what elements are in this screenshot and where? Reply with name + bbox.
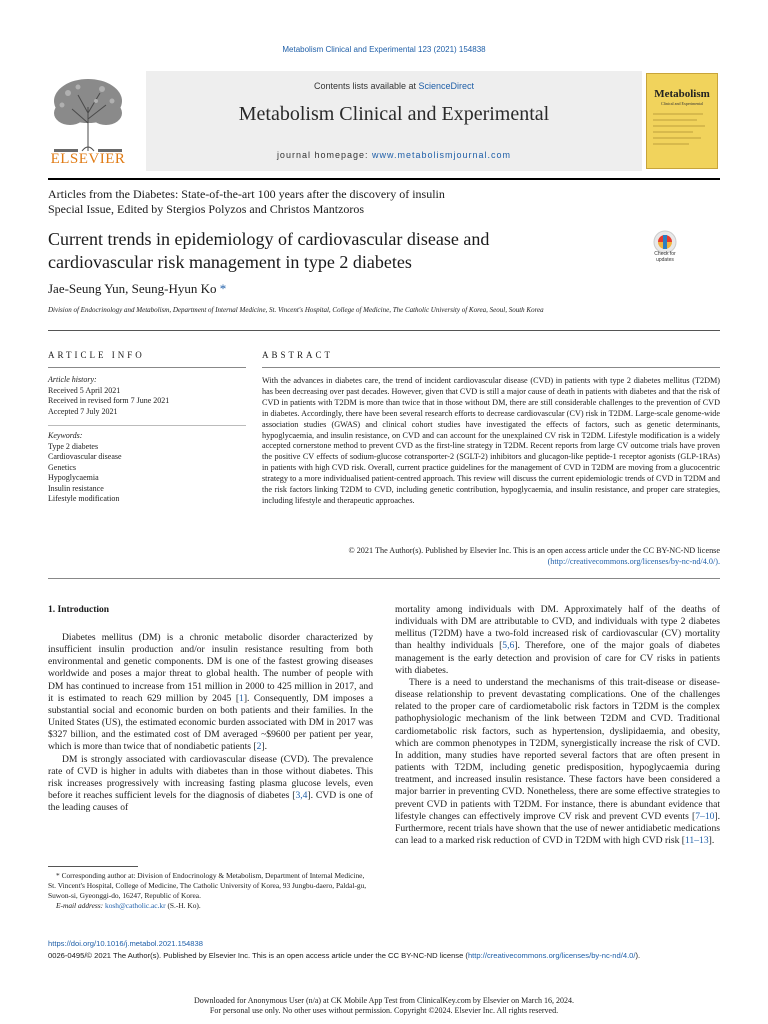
journal-masthead bbox=[146, 71, 642, 171]
contents-prefix: Contents lists available at bbox=[313, 81, 419, 91]
citation-link[interactable]: 2 bbox=[256, 741, 262, 753]
download-line: Downloaded for Anonymous User (n/a) at CK Mobile App Test from ClinicalKey.com by Elsevier on March 16, 2024. bbox=[193, 996, 575, 1005]
title-line: Current trends in epidemiology of cardiovascular disease and bbox=[48, 229, 490, 249]
corresponding-author-mark[interactable]: * bbox=[219, 281, 227, 296]
sciencedirect-link[interactable]: ScienceDirect bbox=[418, 81, 475, 91]
license-text: © 2021 The Author(s). Published by Elsevier Inc. This is an open access article under the CC BY-NC-ND license bbox=[348, 546, 720, 555]
journal-reference[interactable]: Metabolism Clinical and Experimental 123 (2021) 154838 bbox=[282, 45, 486, 54]
elsevier-wordmark: ELSEVIER bbox=[50, 151, 126, 167]
special-issue-note bbox=[48, 187, 608, 217]
footnote-mark: * bbox=[56, 871, 60, 880]
keyword: Genetics bbox=[48, 462, 76, 472]
citation-link[interactable]: 7–10 bbox=[695, 810, 715, 822]
download-line: For personal use only. No other uses without permission. Copyright ©2024. Elsevier Inc. All rights reserved. bbox=[209, 1006, 559, 1015]
history-item: Accepted 7 July 2021 bbox=[48, 406, 118, 416]
authors: Jae-Seung Yun, Seung-Hyun Ko bbox=[48, 281, 217, 296]
cover-subtitle: Clinical and Experimental bbox=[661, 101, 703, 106]
paragraph: DM is strongly associated with cardiovascular disease (CVD). The prevalence rate of CVD is higher in adults with diabetes than in those without diabetes. This risk increases progressively with increasing fasting plasma glucose levels, even before it reaches sufficient levels for the diagnosis of diabetes [3,4]. CVD is one of the leading causes of bbox=[48, 753, 374, 814]
footnote-text: Corresponding author at: Division of Endocrinology & Metabolism, Department of Internal Medicine, St. Vincent's Hospital, College of Medicine, The Catholic University of Korea, 93 Jungbu-daero, Paldal-gu, Suwon-si, Gyeonggi-do, 16247, Republic of Korea. bbox=[48, 871, 367, 900]
journal-title: Metabolism Clinical and Experimental bbox=[238, 103, 550, 125]
section-heading-introduction: 1. Introduction bbox=[48, 605, 110, 615]
journal-homepage bbox=[146, 150, 642, 160]
body-column-right bbox=[395, 604, 720, 847]
abstract-heading: ABSTRACT bbox=[262, 350, 334, 360]
divider bbox=[48, 330, 720, 331]
body-column-left bbox=[48, 632, 373, 814]
abstract-text: With the advances in diabetes care, the trend of incident cardiovascular disease (CVD) in patients with type 2 diabetes mellitus (T2DM) has been decreasing over past decades. However, given that CVD is still a major cause of death in patients with diabetes and that the risk of CVD in patients with T2DM is more than twice that in those without DM, there are still considerable challenges to the prevention of CVD in diabetes. Accordingly, there have been several research efforts to decrease cardiovascular (CV) risk in T2DM. Large-scale genome-wide association studies (GWAS) and clinical cohort studies have investigated the effects of factors, such as genetic determinants, hypoglycaemia, and insulin resistance, on CVD and can account for the unexplained CV risk in T2DM. Lifestyle modification is a widely accepted cornerstone method to prevent CVD as the first-line strategy in T2DM. Recent reports from large CV outcome trials have proven the positive CV effects of sodium-glucose cotransporter-2 (SGLT-2) inhibitors and glucagon-like peptide-1 receptor agonists (GLP-1RAs) in patients with high CVD risk. Overall, current practice guidelines for the management of CVD in T2DM are moving from a glucocentric strategy to a more individualised patient-centred approach. This review will discuss the current epidemiologic trends of CVD in T2DM and the risk factors linking T2DM to CVD, including genetic contribution, hypoglycaemia, and insulin resistance, and proper care strategies, including lifestyle and therapeutic approaches. bbox=[262, 376, 720, 505]
doi-link[interactable]: https://doi.org/10.1016/j.metabol.2021.154838 bbox=[48, 939, 203, 948]
paragraph: mortality among individuals with DM. Approximately half of the deaths of individuals with DM are attributable to CVD, and individuals with type 2 diabetes mellitus (T2DM) have a two-fold increased risk of cardiovascular (CV) mortality than healthy individuals [5,6]. Therefore, one of the major goals of diabetes management is the early detection and provision of care for CV risks in patients with diabetes. bbox=[395, 604, 720, 676]
license-link[interactable]: (http://creativecommons.org/licenses/by-nc-nd/4.0/). bbox=[547, 556, 720, 566]
citation-link[interactable]: 1 bbox=[239, 692, 244, 704]
article-info-heading: ARTICLE INFO bbox=[48, 350, 145, 360]
cover-title: Metabolism bbox=[654, 88, 710, 100]
email-link[interactable]: kosh@catholic.ac.kr bbox=[105, 901, 166, 910]
email-suffix: (S.-H. Ko). bbox=[165, 901, 201, 910]
journal-cover-thumbnail[interactable] bbox=[646, 73, 718, 169]
keyword: Type 2 diabetes bbox=[48, 441, 99, 451]
issn-text: 0026-0495/© 2021 The Author(s). Published by Elsevier Inc. This is an open access article under the CC BY-NC-ND license ( bbox=[48, 951, 468, 960]
citation-link[interactable]: 5,6 bbox=[502, 640, 515, 652]
divider bbox=[262, 367, 720, 368]
divider bbox=[48, 425, 246, 426]
check-for-updates-icon[interactable] bbox=[646, 229, 684, 269]
divider bbox=[48, 367, 246, 368]
paragraph: Diabetes mellitus (DM) is a chronic metabolic disorder characterized by insufficient insulin production and/or insulin resistance resulting from both environmental and genetic components. DM is one of the fastest growing diseases worldwide and poses a major threat to global health. The number of people with DM has continued to increase from 151 million in 2000 to 425 million in 2017, and it is estimated to reach 629 million by 2045 [1]. Consequently, DM imposes a substantial social and economic burden on both patients and their families. In the United States (US), the estimated economic burden associated with DM in 2017 was $327 billion, and the estimated cost of DM averaged ~$9600 per patient per year, which is more than twice that of nondiabetic patients [2]. bbox=[48, 632, 373, 753]
paragraph: There is a need to understand the mechanisms of this trait-disease or disease-disease relationship to prevent devastating complications. One of the challenges related to the proper care of cardiometabolic risk factors in T2DM is the complex pathophysiologic mechanism of the link between T2DM and CVD. Traditional cardiometabolic risk factors, such as hypertension, dyslipidaemia, and obesity, which are common phenotypes in T2DM, synergistically increase the risk of CVD. In addition, many studies have reported several factors that are often present in patients with T2DM, including genetic predisposition, hypoglycaemia during treatment, and increased insulin resistance. These factors have been considered a major barrier in preventing CVD. Nonetheless, there are some effective strategies to prevent CVD in patients with T2DM. For instance, there is abundant evidence that lifestyle changes can effectively improve CV risk and prevent CVD events [7–10]. Furthermore, recent trials have shown that the use of newer antidiabetic medications can lead to a marked risk reduction of CVD in T2DM with high CVD risk [11–13]. bbox=[395, 676, 720, 846]
author-list bbox=[48, 281, 226, 297]
citation-link[interactable]: 11–13 bbox=[684, 834, 709, 846]
article-history bbox=[48, 375, 246, 417]
keyword: Hypoglycaemia bbox=[48, 473, 99, 482]
history-item: Received in revised form 7 June 2021 bbox=[48, 396, 170, 405]
citation-link[interactable]: 3,4 bbox=[295, 790, 308, 802]
article-title bbox=[48, 228, 608, 274]
corresponding-author-footnote bbox=[48, 871, 373, 911]
history-item: Received 5 April 2021 bbox=[48, 385, 121, 395]
abstract-license bbox=[262, 546, 720, 568]
keyword: Insulin resistance bbox=[48, 483, 104, 493]
issn-license-link[interactable]: http://creativecommons.org/licenses/by-nc-nd/4.0/ bbox=[467, 951, 636, 960]
divider bbox=[48, 578, 720, 579]
issn-license-line bbox=[48, 951, 720, 960]
keyword: Lifestyle modification bbox=[48, 494, 120, 503]
history-label: Article history: bbox=[48, 375, 97, 384]
keywords-label: Keywords: bbox=[48, 431, 83, 440]
special-issue-line: Special Issue, Edited by Stergios Polyzos and Christos Mantzoros bbox=[48, 202, 365, 216]
issn-end: ). bbox=[635, 951, 641, 960]
email-label: E-mail address: bbox=[56, 901, 104, 910]
contents-availability bbox=[146, 81, 642, 91]
homepage-prefix: journal homepage: bbox=[276, 150, 372, 160]
check-for-updates-label[interactable]: Check for updates bbox=[654, 251, 676, 263]
download-notice bbox=[0, 996, 768, 1016]
homepage-link[interactable]: www.metabolismjournal.com bbox=[372, 150, 512, 160]
title-line: cardiovascular risk management in type 2 diabetes bbox=[48, 252, 412, 272]
affiliation: Division of Endocrinology and Metabolism, Department of Internal Medicine, St. Vincent's Hospital, College of Medicine, The Catholic University of Korea, Seoul, South Korea bbox=[48, 306, 544, 314]
footnote-divider bbox=[48, 866, 138, 867]
special-issue-line: Articles from the Diabetes: State-of-the-art 100 years after the discovery of insulin bbox=[48, 187, 445, 201]
cover-lines-decoration bbox=[653, 110, 711, 160]
header-divider bbox=[48, 178, 720, 180]
keyword: Cardiovascular disease bbox=[48, 452, 122, 461]
keywords bbox=[48, 431, 246, 505]
